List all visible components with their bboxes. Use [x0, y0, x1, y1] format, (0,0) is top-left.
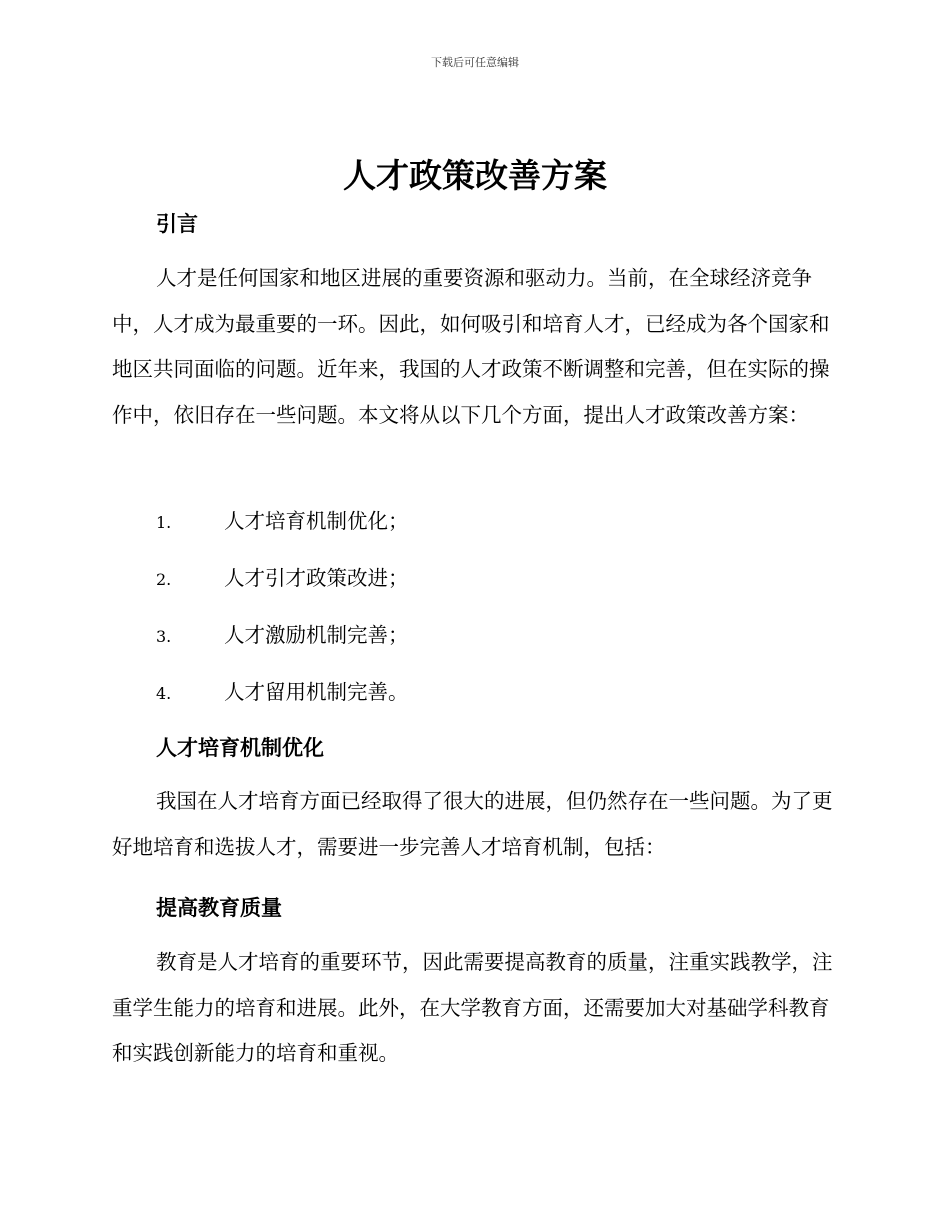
intro-paragraph: 人才是任何国家和地区进展的重要资源和驱动力。当前，在全球经济竞争中，人才成为最重要的一环。因此，如何吸引和培育人才，已经成为各个国家和地区共同面临的问题。近年来，我国的人才政策不断调整和完善，但在实际的操作中，依旧存在一些问题。本文将从以下几个方面，提出人才政策改善方案：: [112, 266, 830, 427]
list-number: 3.: [156, 627, 172, 646]
list-item: [156, 504, 409, 534]
list-item: [156, 561, 409, 591]
list-text: 人才留用机制完善。: [224, 680, 409, 704]
list-number: 1.: [156, 513, 172, 532]
list-text: 人才引才政策改进；: [224, 566, 409, 590]
section-heading-training: 人才培育机制优化: [156, 736, 324, 760]
header-note: 下载后可任意编辑: [431, 56, 519, 69]
list-item: [156, 618, 409, 648]
list-text: 人才培育机制优化；: [224, 509, 409, 533]
list-item: [156, 675, 409, 705]
section-paragraph-training: 我国在人才培育方面已经取得了很大的进展，但仍然存在一些问题。为了更好地培育和选拔人才，需要进一步完善人才培育机制，包括：: [112, 789, 833, 859]
page-title: 人才政策改善方案: [343, 156, 607, 195]
intro-heading: 引言: [156, 212, 198, 236]
list-text: 人才激励机制完善；: [224, 623, 409, 647]
section-paragraph-education: 教育是人才培育的重要环节，因此需要提高教育的质量，注重实践教学，注重学生能力的培育和进展。此外，在大学教育方面，还需要加大对基础学科教育和实践创新能力的培育和重视。: [112, 950, 833, 1065]
list-number: 2.: [156, 570, 172, 589]
list-number: 4.: [156, 684, 172, 703]
section-heading-education: 提高教育质量: [156, 896, 282, 920]
